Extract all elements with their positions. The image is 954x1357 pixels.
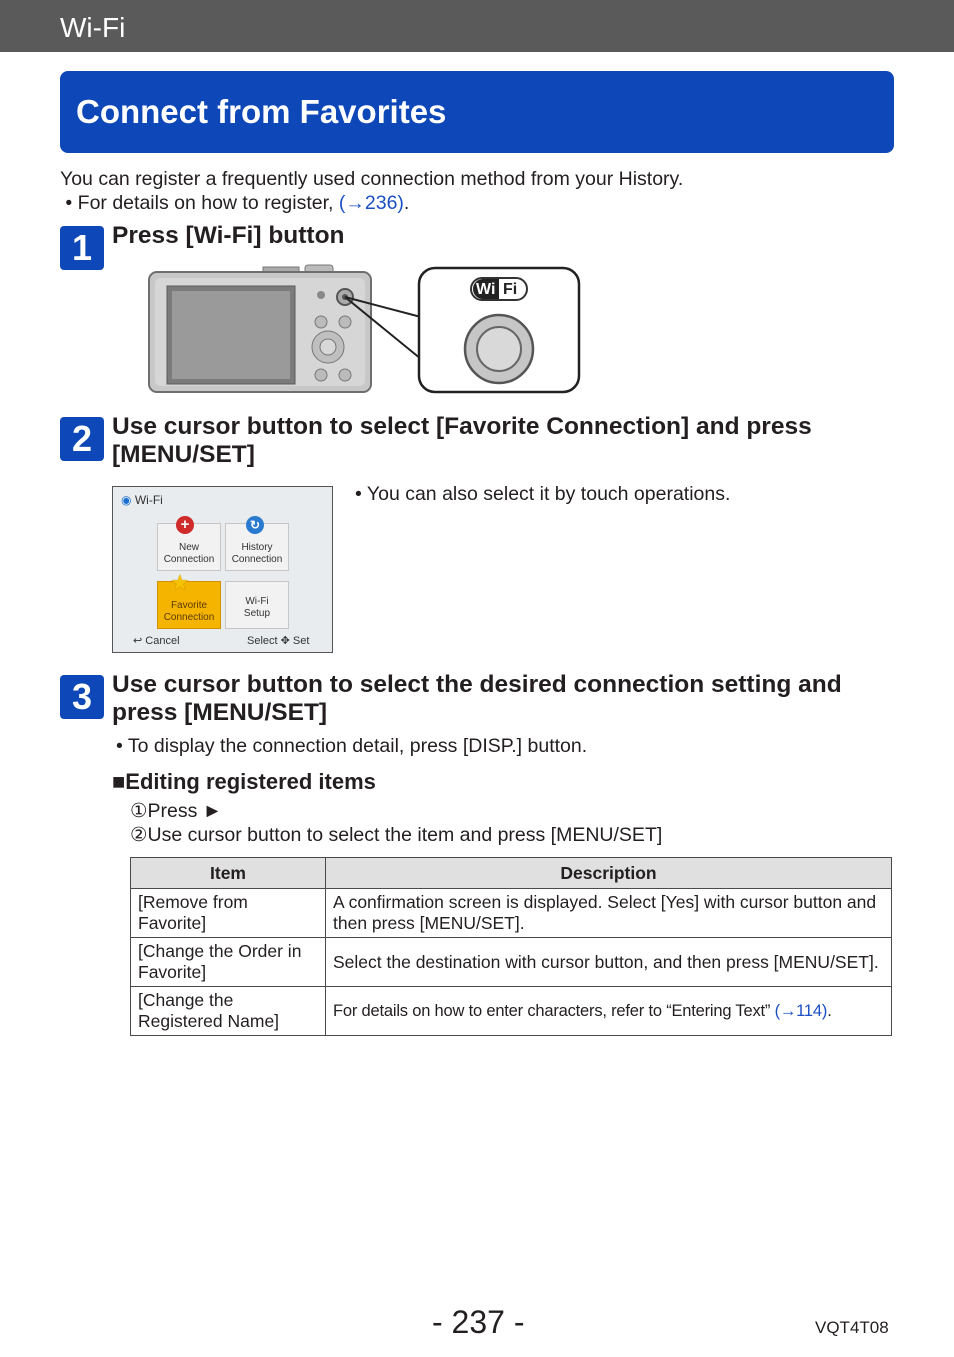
menu-cancel[interactable]: ↩ Cancel: [133, 635, 180, 647]
page-number: - 237 -: [432, 1304, 525, 1340]
wifi-menu-screenshot: [112, 486, 333, 653]
step-2-number: 2: [60, 417, 104, 461]
menu-tile-history-connection[interactable]: ↻ History Connection: [225, 523, 289, 571]
menu-tile-new-connection[interactable]: + New Connection: [157, 523, 221, 571]
step-3-note: • To display the connection detail, press [DISP.] button.: [116, 735, 588, 757]
star-icon: ★: [170, 570, 190, 595]
table-header-item: Item: [131, 858, 326, 889]
table-cell-description: Select the destination with cursor button, and then press [MENU/SET].: [326, 938, 892, 987]
step-2-heading: Use cursor button to select [Favorite Connection] and press [MENU/SET]: [112, 413, 812, 468]
section-title: Wi-Fi: [60, 12, 126, 43]
menu-tile-favorite-connection[interactable]: ★ Favorite Connection: [157, 581, 221, 629]
intro-text: [60, 167, 683, 215]
table-header-row: [131, 858, 892, 889]
menu-title: ◉ Wi-Fi: [121, 493, 163, 507]
editing-step-2: ②Use cursor button to select the item and press [MENU/SET]: [130, 824, 663, 846]
wifi-button-label-fi: Fi: [503, 281, 518, 298]
wifi-button-label-wi: Wi: [476, 281, 496, 298]
menu-tile-wifi-setup[interactable]: Wi-Fi Setup: [225, 581, 289, 629]
step-3-number: 3: [60, 675, 104, 719]
editing-options-table: [130, 857, 892, 1036]
page-title-band: [60, 71, 894, 153]
section-header-bar: [0, 0, 954, 52]
table-cell-description: A confirmation screen is displayed. Select [Yes] with cursor button and then press [MENU/SET].: [326, 889, 892, 938]
table-cell-description: For details on how to enter characters, refer to “Entering Text” (→114).: [326, 987, 892, 1036]
step-3-heading: Use cursor button to select the desired connection setting and press [MENU/SET]: [112, 671, 842, 726]
step-1-number: 1: [60, 226, 104, 270]
page-title: Connect from Favorites: [76, 93, 447, 130]
history-icon: ↻: [246, 516, 264, 534]
table-cell-item: [Change the Order in Favorite]: [131, 938, 326, 987]
model-code: VQT4T08: [815, 1318, 889, 1337]
intro-line-2: • For details on how to register, (→236).: [65, 192, 410, 214]
table-row: [131, 889, 892, 938]
entering-text-page-link[interactable]: (→114): [774, 1001, 828, 1020]
table-row: [131, 987, 892, 1036]
table-cell-item: [Remove from Favorite]: [131, 889, 326, 938]
table-cell-item: [Change the Registered Name]: [131, 987, 326, 1036]
register-page-link[interactable]: (→236): [338, 192, 404, 214]
wifi-signal-icon: ◉: [121, 493, 132, 507]
table-header-description: Description: [326, 858, 892, 889]
cursor-pad-icon: ✥: [280, 635, 290, 647]
back-arrow-icon: ↩: [133, 635, 143, 647]
table-row: [131, 938, 892, 987]
intro-line-1: You can register a frequently used connection method from your History.: [60, 168, 684, 190]
camera-back-illustration: [145, 262, 585, 396]
menu-select-set: Select ✥ Set: [247, 635, 310, 647]
step-1-heading: Press [Wi-Fi] button: [112, 222, 345, 249]
editing-step-1: ①Press ►: [130, 800, 223, 822]
editing-heading: ■Editing registered items: [112, 769, 376, 794]
step-2-note: • You can also select it by touch operations.: [355, 483, 731, 505]
plus-icon: +: [176, 516, 194, 534]
